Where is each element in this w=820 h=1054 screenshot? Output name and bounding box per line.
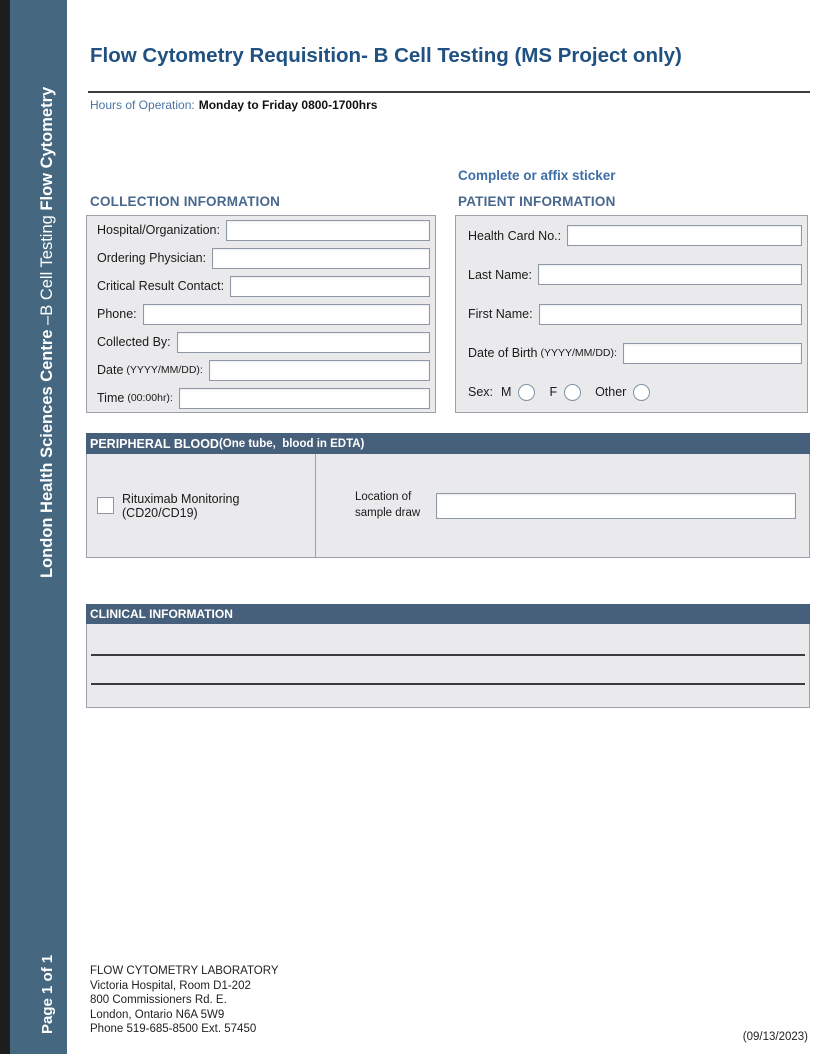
rituximab-checkbox-label: Rituximab Monitoring (CD20/CD19) (122, 491, 240, 520)
form-title: Flow Cytometry Requisition- B Cell Testing (MS Project only) (90, 44, 682, 67)
field-row-hospital-organization (87, 216, 435, 244)
collection-time-label: Time (97, 391, 125, 405)
peripheral-blood-body (86, 454, 810, 558)
field-row-collected-by (87, 328, 435, 356)
phone-label: Phone: (97, 307, 137, 321)
collection-time-input[interactable] (179, 388, 430, 409)
page-left-edge (0, 0, 10, 1054)
ordering-physician-label: Ordering Physician: (97, 251, 207, 265)
collection-date-format-hint: (YYYY/MM/DD): (126, 364, 203, 376)
first-name-input[interactable] (539, 304, 802, 325)
field-row-collection-time (87, 384, 435, 412)
lab-address-block (90, 964, 279, 1037)
hospital-organization-label: Hospital/Organization: (97, 223, 220, 237)
clinical-writing-line (91, 683, 805, 685)
lab-address-line: London, Ontario N6A 5W9 (90, 1008, 225, 1021)
hours-of-operation (90, 98, 377, 112)
collection-date-label: Date (97, 363, 124, 377)
hours-label: Hours of Operation: (90, 98, 195, 112)
first-name-label: First Name: (468, 307, 533, 321)
field-row-sex (456, 373, 807, 412)
sticker-note: Complete or affix sticker (458, 168, 616, 183)
clinical-information-heading: CLINICAL INFORMATION (90, 607, 233, 621)
collection-information-panel (86, 215, 436, 413)
field-row-ordering-physician (87, 244, 435, 272)
sex-other-label: Other (595, 385, 627, 400)
lab-address-line: Victoria Hospital, Room D1-202 (90, 979, 251, 992)
sex-male-radio[interactable] (518, 384, 535, 401)
critical-result-contact-label: Critical Result Contact: (97, 279, 225, 293)
location-of-sample-draw-input[interactable] (436, 493, 796, 519)
sidebar-subtitle: –B Cell Testing (38, 210, 56, 325)
last-name-label: Last Name: (468, 267, 532, 282)
field-row-phone (87, 300, 435, 328)
peripheral-blood-heading-sub: (One tube, blood in EDTA) (218, 437, 365, 450)
clinical-writing-line (91, 654, 805, 656)
sidebar (10, 0, 67, 1054)
lab-name: FLOW CYTOMETRY LABORATORY (90, 965, 279, 977)
sample-draw-location-cell (316, 454, 809, 557)
lab-address-line: 800 Commissioners Rd. E. (90, 994, 227, 1007)
peripheral-blood-header (86, 433, 810, 454)
clinical-information-header (86, 604, 810, 624)
field-row-last-name (456, 255, 807, 294)
lab-phone-line: Phone 519-685-8500 Ext. 57450 (90, 1023, 257, 1036)
peripheral-blood-heading: PERIPHERAL BLOOD (90, 436, 219, 451)
sex-label: Sex: (468, 385, 494, 400)
last-name-input[interactable] (538, 264, 802, 285)
peripheral-blood-section (86, 433, 810, 558)
sex-female-label: F (549, 385, 558, 400)
field-row-health-card-no (456, 216, 807, 255)
sex-male-label: M (501, 385, 512, 400)
date-of-birth-format-hint: (YYYY/MM/DD): (540, 347, 617, 360)
field-row-collection-date (87, 356, 435, 384)
page-number-label: Page 1 of 1 (39, 954, 56, 1034)
collection-date-input[interactable] (209, 360, 430, 381)
sex-female-radio[interactable] (564, 384, 581, 401)
clinical-information-section (86, 604, 810, 708)
critical-result-contact-input[interactable] (230, 276, 430, 297)
title-divider (88, 91, 810, 93)
phone-input[interactable] (143, 304, 430, 325)
patient-information-panel (455, 215, 808, 413)
collection-section-heading: COLLECTION INFORMATION (90, 194, 281, 209)
hospital-organization-input[interactable] (226, 220, 430, 241)
date-of-birth-label: Date of Birth (468, 346, 538, 361)
clinical-information-body[interactable] (86, 624, 810, 708)
patient-section-heading: PATIENT INFORMATION (458, 194, 616, 209)
field-row-first-name (456, 294, 807, 333)
rituximab-checkbox[interactable] (97, 497, 114, 514)
health-card-no-label: Health Card No.: (468, 228, 562, 243)
rituximab-option-cell (87, 454, 316, 557)
location-of-sample-draw-label: Location of sample draw (355, 490, 421, 519)
health-card-no-input[interactable] (567, 225, 802, 246)
sidebar-org-name: London Health Sciences Centre (38, 324, 56, 578)
ordering-physician-input[interactable] (212, 248, 430, 269)
sidebar-dept-name: Flow Cytometry (38, 86, 56, 211)
sex-other-radio[interactable] (633, 384, 650, 401)
collected-by-label: Collected By: (97, 335, 171, 349)
collected-by-input[interactable] (177, 332, 430, 353)
sidebar-vertical-title (39, 87, 56, 578)
revision-date: (09/13/2023) (742, 1031, 808, 1043)
field-row-critical-result-contact (87, 272, 435, 300)
field-row-date-of-birth (456, 334, 807, 373)
hours-value: Monday to Friday 0800-1700hrs (198, 98, 378, 112)
date-of-birth-input[interactable] (623, 343, 802, 364)
collection-time-format-hint: (00:00hr): (127, 392, 173, 404)
